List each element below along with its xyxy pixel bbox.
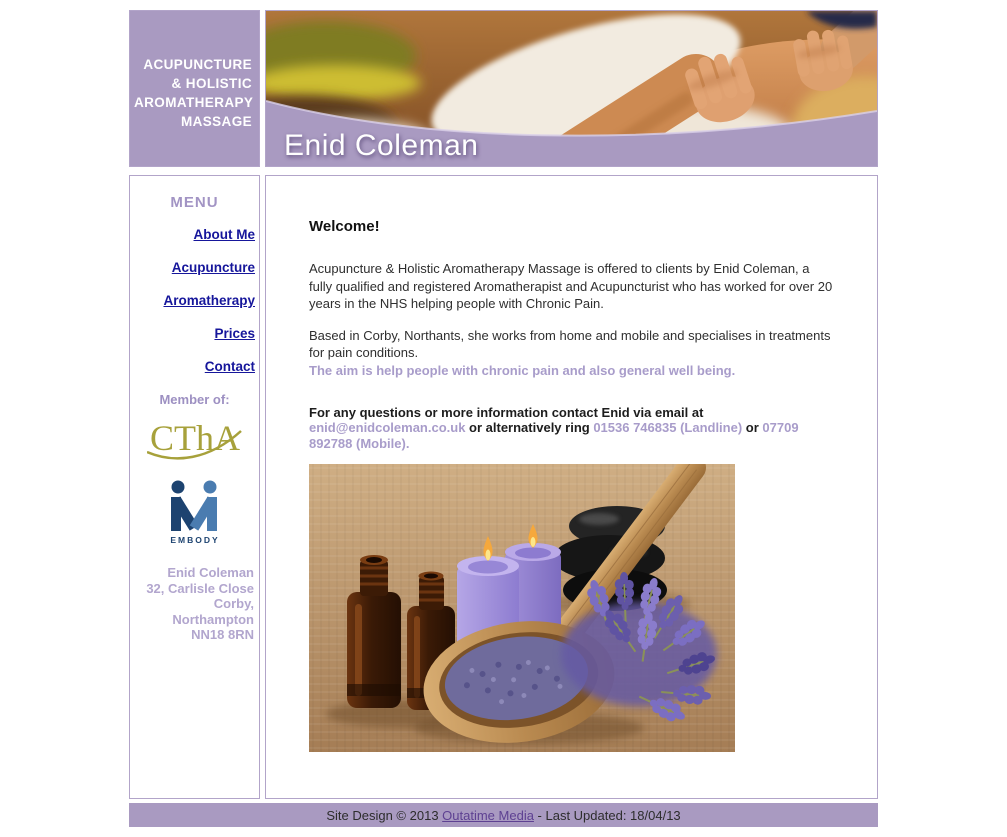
footer-copyright: Site Design © 2013 bbox=[326, 807, 443, 823]
main bbox=[129, 175, 878, 799]
member-of-label: Member of: bbox=[159, 392, 230, 407]
embody-logo-caption: EMBODY bbox=[169, 535, 220, 545]
intro-paragraph: Acupuncture & Holistic Aromatherapy Massage is offered to clients by Enid Coleman, a fully qualified and registered Aromatherapist and Acupuncturist who has worked for over 20 years in the NHS helping people with Chronic Pain. bbox=[309, 261, 836, 312]
page bbox=[129, 10, 878, 827]
embody-logo[interactable] bbox=[163, 479, 227, 545]
ctha-logo[interactable] bbox=[147, 417, 243, 465]
site-title-line: ACUPUNCTURE bbox=[143, 57, 252, 72]
address-line: Corby, bbox=[213, 596, 254, 611]
sidebar-item-contact[interactable]: Contact bbox=[204, 359, 255, 374]
about-paragraph bbox=[309, 327, 833, 380]
email-link[interactable]: enid@enidcoleman.co.uk bbox=[309, 420, 466, 436]
about-text: Based in Corby, Northants, she works from home and mobile and specialises in treatments for pain conditions. bbox=[309, 327, 835, 361]
ctha-logo-text: CThA bbox=[149, 418, 240, 458]
site-title-line: AROMATHERAPY bbox=[134, 95, 254, 110]
landline-number: 01536 746835 (Landline) bbox=[593, 420, 743, 436]
site-title bbox=[130, 11, 259, 131]
mobile-number: 07709 892788 (Mobile). bbox=[309, 420, 803, 452]
banner bbox=[265, 10, 878, 167]
content bbox=[265, 175, 878, 799]
page-title: Welcome! bbox=[309, 218, 380, 235]
sidebar-menu bbox=[129, 175, 260, 799]
contact-between: or alternatively ring bbox=[465, 420, 594, 436]
menu-heading: MENU bbox=[170, 194, 219, 211]
address-line: NN18 8RN bbox=[191, 627, 254, 642]
contact-address bbox=[130, 565, 259, 643]
banner-title: Enid Coleman bbox=[284, 129, 479, 162]
sidebar-item-about-me[interactable]: About Me bbox=[193, 227, 255, 242]
site-title-line: & HOLISTIC bbox=[171, 76, 252, 91]
site-title-line: MASSAGE bbox=[180, 114, 252, 129]
aromatherapy-photo-wrap bbox=[309, 464, 833, 752]
address-line: Enid Coleman bbox=[167, 565, 254, 580]
header bbox=[129, 10, 878, 167]
footer-last-updated: - Last Updated: 18/04/13 bbox=[533, 807, 681, 823]
footer-designer-link[interactable]: Outatime Media bbox=[442, 807, 534, 823]
sidebar-item-acupuncture[interactable]: Acupuncture bbox=[171, 260, 255, 275]
address-line: 32, Carlisle Close bbox=[146, 580, 254, 596]
contact-between: or bbox=[742, 420, 763, 436]
aromatherapy-photo bbox=[309, 464, 735, 752]
footer bbox=[129, 803, 878, 827]
address-line: Northampton bbox=[172, 611, 254, 627]
sidebar-item-prices[interactable]: Prices bbox=[214, 326, 255, 341]
contact-paragraph bbox=[309, 405, 833, 452]
site-title-panel bbox=[129, 10, 260, 167]
sidebar-item-aromatherapy[interactable]: Aromatherapy bbox=[163, 293, 255, 308]
contact-intro: For any questions or more information contact Enid via email at bbox=[309, 404, 708, 420]
aim-highlight: The aim is help people with chronic pain and also general well being. bbox=[309, 362, 736, 378]
